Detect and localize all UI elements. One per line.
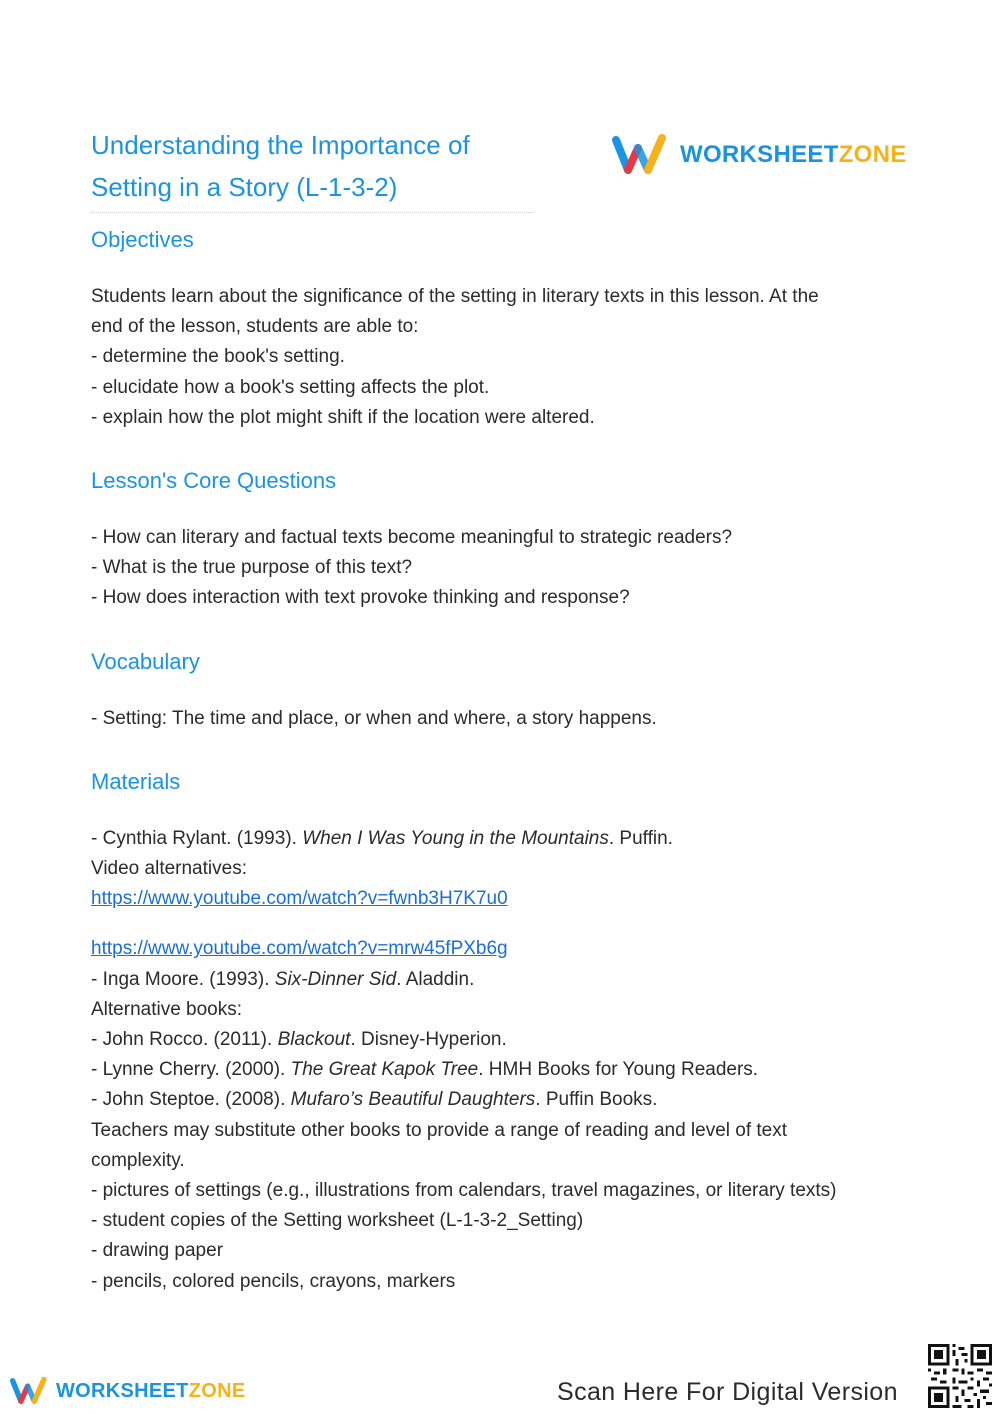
page-title-line-2: Setting in a Story (L-1-3-2) — [91, 172, 398, 202]
brand-logo-text-worksheet: WORKSHEET — [680, 141, 839, 168]
qr-code-icon[interactable] — [928, 1344, 992, 1408]
footer-logo-text-zone: ZONE — [188, 1379, 246, 1402]
objectives-line: - explain how the plot might shift if the location were altered. — [91, 406, 595, 428]
video-link-2[interactable]: https://www.youtube.com/watch?v=mrw45fPXb6g — [91, 938, 508, 960]
vocabulary-line: - Setting: The time and place, or when and where, a story happens. — [91, 707, 657, 729]
core-question-line: - What is the true purpose of this text? — [91, 557, 413, 579]
material-item: - drawing paper — [91, 1240, 224, 1262]
core-questions-heading: Lesson's Core Questions — [91, 468, 337, 494]
material-book-steptoe — [91, 1085, 921, 1115]
citation-author: - Cynthia Rylant. (1993). — [91, 827, 303, 849]
vocabulary-heading: Vocabulary — [91, 648, 200, 674]
objectives-line: end of the lesson, students are able to: — [91, 316, 419, 338]
footer-logo-text-worksheet: WORKSHEET — [56, 1379, 189, 1402]
material-book-cherry — [91, 1055, 921, 1085]
core-questions-section — [91, 463, 921, 614]
video-alternatives-label: Video alternatives: — [91, 858, 247, 880]
citation-title: Six-Dinner Sid — [274, 968, 397, 990]
vocabulary-section — [91, 644, 921, 734]
teachers-note-line: complexity. — [91, 1149, 185, 1171]
video-link-1[interactable]: https://www.youtube.com/watch?v=fwnb3H7K7u0 — [91, 888, 508, 910]
objectives-line: - determine the book's setting. — [91, 346, 345, 368]
citation-author: - John Rocco. (2011). — [91, 1029, 278, 1051]
citation-publisher: . Puffin. — [608, 827, 673, 849]
material-item: - pencils, colored pencils, crayons, markers — [91, 1270, 456, 1292]
teachers-note-line: Teachers may substitute other books to provide a range of reading and level of text — [91, 1119, 788, 1141]
core-question-line: - How does interaction with text provoke thinking and response? — [91, 587, 630, 609]
worksheetzone-logo-icon — [612, 134, 668, 176]
citation-title: Blackout — [277, 1029, 351, 1051]
materials-heading: Materials — [91, 768, 181, 794]
citation-author: - John Steptoe. (2008). — [91, 1089, 291, 1111]
worksheet-content — [91, 222, 921, 1327]
citation-publisher: . Disney-Hyperion. — [350, 1029, 507, 1051]
objectives-heading: Objectives — [91, 227, 194, 252]
citation-author: - Lynne Cherry. (2000). — [91, 1059, 291, 1081]
citation-publisher: . Puffin Books. — [535, 1089, 658, 1111]
citation-title: The Great Kapok Tree — [290, 1059, 479, 1081]
brand-logo[interactable] — [612, 134, 907, 176]
material-book-rocco — [91, 1025, 921, 1055]
citation-publisher: . Aladdin. — [396, 968, 475, 990]
worksheetzone-logo-icon — [10, 1376, 48, 1406]
material-book-rylant — [91, 824, 921, 854]
page-title-line-1: Understanding the Importance of — [91, 130, 470, 160]
citation-author: - Inga Moore. (1993). — [91, 968, 275, 990]
materials-section — [91, 764, 921, 1297]
citation-publisher: . HMH Books for Young Readers. — [478, 1059, 759, 1081]
footer-brand-logo-text — [56, 1380, 245, 1403]
core-question-line: - How can literary and factual texts become meaningful to strategic readers? — [91, 527, 733, 549]
material-item: - pictures of settings (e.g., illustrations from calendars, travel magazines, or literary texts) — [91, 1180, 837, 1202]
brand-logo-text-zone: ZONE — [838, 141, 907, 168]
objectives-line: - elucidate how a book's setting affects the plot. — [91, 376, 490, 398]
material-book-moore — [91, 965, 921, 995]
citation-title: When I Was Young in the Mountains — [302, 827, 609, 849]
scan-here-text: Scan Here For Digital Version — [557, 1378, 898, 1406]
objectives-section — [91, 222, 921, 433]
brand-logo-text — [680, 141, 907, 169]
page-title — [91, 124, 533, 213]
footer-brand-logo[interactable] — [10, 1376, 245, 1406]
citation-title: Mufaro’s Beautiful Daughters — [290, 1089, 536, 1111]
alternative-books-label: Alternative books: — [91, 998, 243, 1020]
material-item: - student copies of the Setting worksheet (L-1-3-2_Setting) — [91, 1210, 584, 1232]
objectives-line: Students learn about the significance of the setting in literary texts in this lesson. At the — [91, 286, 819, 307]
